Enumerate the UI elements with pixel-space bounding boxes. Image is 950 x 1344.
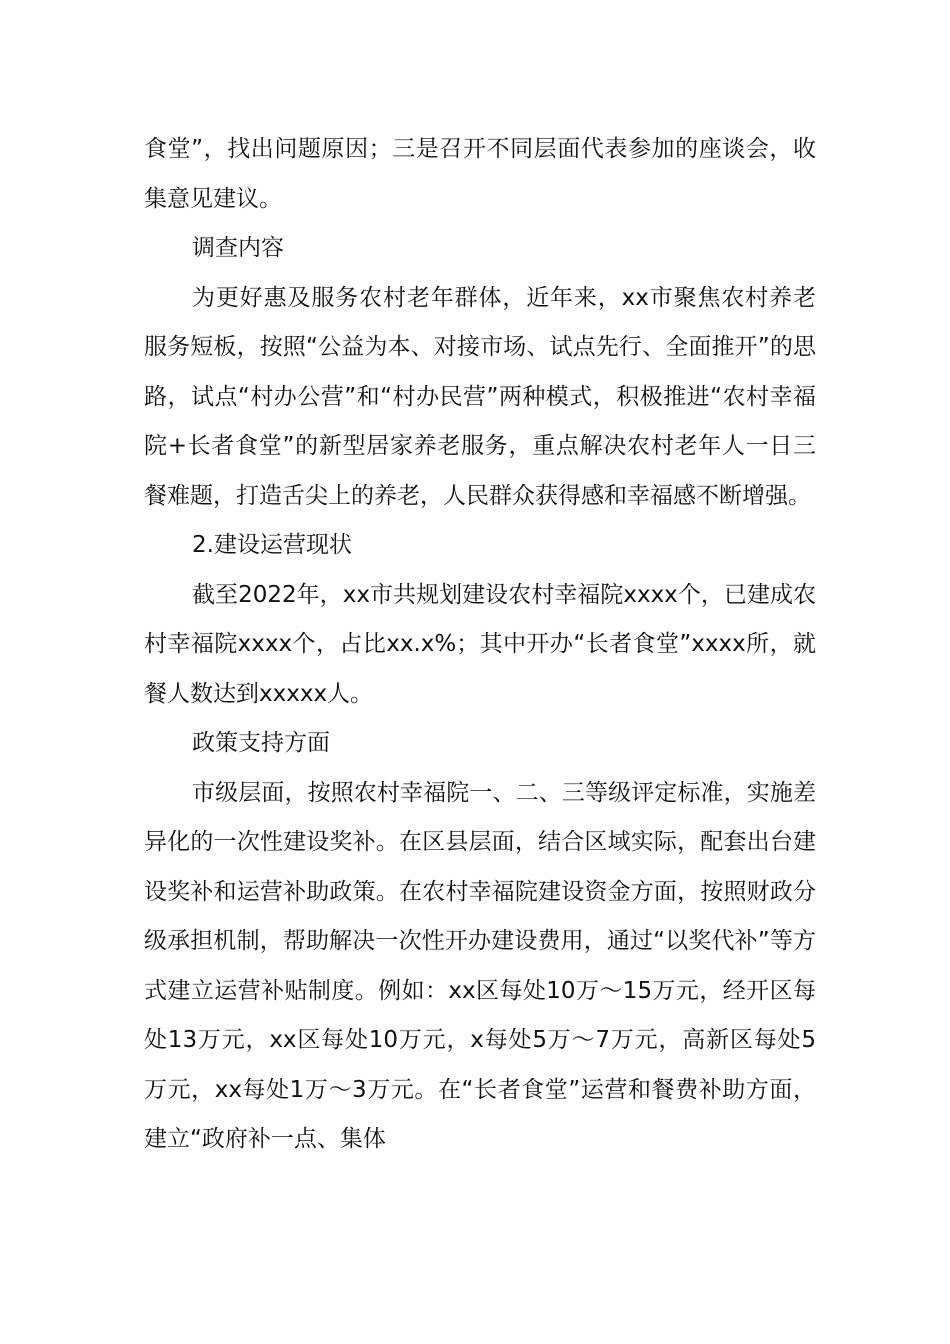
section-heading-policy-support: 政策支持方面	[192, 730, 330, 756]
paragraph-survey-content: 为更好惠及服务农村老年群体，近年来，xx市聚焦农村养老服务短板，按照“公益为本、对接市场、试点先行、全面推开”的思路，试点“村办公营”和“村办民营”两种模式，积极推进“农村幸福院+长者食堂”的新型居家养老服务，重点解决农村老年人一日三餐难题，打造舌尖上的养老，人民群众获得感和幸福感不断增强。	[144, 284, 816, 509]
paragraph-continuation: 食堂”，找出问题原因；三是召开不同层面代表参加的座谈会，收集意见建议。	[144, 136, 816, 212]
document-body	[144, 125, 816, 1165]
paragraph-construction-status: 截至2022年，xx市共规划建设农村幸福院xxxx个，已建成农村幸福院xxxx个，占比xx.x%；其中开办“长者食堂”xxxx所，就餐人数达到xxxxx人。	[144, 581, 816, 707]
section-heading-survey-content: 调查内容	[192, 235, 284, 261]
paragraph-policy-support: 市级层面，按照农村幸福院一、二、三等级评定标准，实施差异化的一次性建设奖补。在区县层面，结合区域实际，配套出台建设奖补和运营补助政策。在农村幸福院建设资金方面，按照财政分级承担机制，帮助解决一次性开办建设费用，通过“以奖代补”等方式建立运营补贴制度。例如：xx区每处10万～15万元，经开区每处13万元，xx区每处10万元，x每处5万～7万元，高新区每处5万元，xx每处1万～3万元。在“长者食堂”运营和餐费补助方面，建立“政府补一点、集体	[144, 779, 816, 1152]
section-heading-construction-status: 2.建设运营现状	[192, 532, 352, 558]
